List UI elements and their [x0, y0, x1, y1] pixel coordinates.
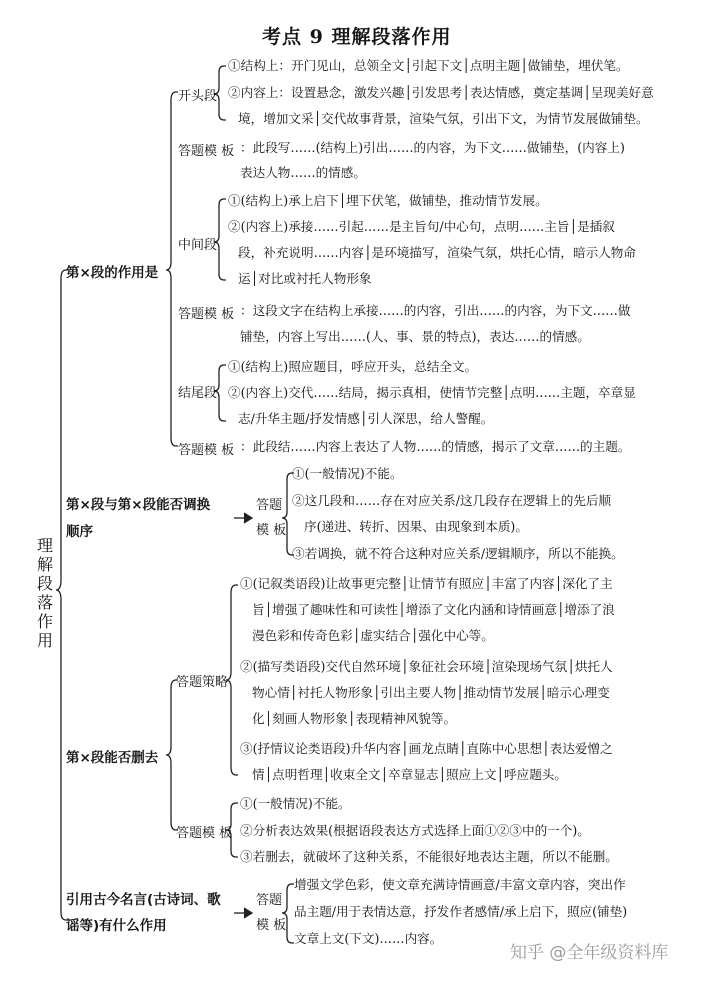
section2-line-1: ①(一般情况)不能。	[292, 466, 403, 481]
opening-line-3: 境，增加文采│交代故事背景，渲染气氛，引出下文，为情节发展做铺垫。	[238, 111, 649, 126]
ending-template-label: 答题模 板	[178, 443, 235, 458]
opening-line-2: ②内容上：设置悬念，激发兴趣│引发思考│表达情感，奠定基调│呈现美好意	[228, 85, 654, 100]
strategy-line-2: 旨│增强了趣味性和可读性│增添了文化内涵和诗情画意│增添了浪	[252, 602, 615, 617]
middle-line-3: 段，补充说明……内容│是环境描写，渲染气氛，烘托心情，暗示人物命	[238, 245, 636, 260]
middle-line-4: 运│对比或衬托人物形象	[238, 271, 372, 286]
section3-template-line-1: ①(一般情况)不能。	[240, 796, 351, 811]
strategy-line-5: 物心情│衬托人物形象│引出主要人物│推动情节发展│暗示心理变	[252, 685, 610, 700]
strategy-line-6: 化│刻画人物形象│表现精神风貌等。	[252, 711, 457, 726]
root-brace	[56, 270, 70, 920]
section3-brace	[166, 680, 178, 830]
section2-label-line-2: 顺序	[66, 524, 93, 540]
section3-template-label: 答题模 板	[176, 826, 233, 841]
ending-label: 结尾段	[178, 386, 218, 401]
section2-line-3: 序(递进、转折、因果、由现象到本质)。	[304, 519, 528, 534]
middle-template-line-1: ：这段文字在结构上承接……的内容，引出……的内容，为下文……做	[240, 303, 631, 318]
ending-template-line-1: ：此段结……内容上表达了人物……的情感，揭示了文章……的主题。	[240, 439, 631, 454]
section1-brace	[166, 92, 178, 446]
section3-template-line-2: ②分析表达效果(根据语段表达方式选择上面①②③中的一个)。	[240, 823, 590, 838]
opening-template-label: 答题模 板	[178, 144, 235, 159]
section2-line-2: ②这几段和……存在对应关系/这几段存在逻辑上的先后顺	[292, 493, 612, 508]
middle-label: 中间段	[178, 238, 218, 253]
watermark: 知乎 @全年级资料库	[510, 943, 669, 963]
root-label: 理解段落作用	[36, 536, 53, 650]
ending-line-1: ①(结构上)照应题目，呼应开头，总结全文。	[228, 359, 478, 374]
strategy-line-3: 漫色彩和传奇色彩│虚实结合│强化中心等。	[252, 628, 494, 643]
section4-label-line-2: 谣等)有什么作用	[66, 918, 167, 934]
page-title: 考点 9 理解段落作用	[262, 26, 452, 48]
middle-template-label: 答题模 板	[178, 307, 235, 322]
ending-line-3: 志/升华主题/抒发情感│引人深思，给人警醒。	[238, 411, 494, 426]
middle-line-2: ②(内容上)承接……引起……是主旨句/中心句，点明……主旨│是插叙	[228, 219, 615, 234]
section4-line-1: 增强文学色彩，使文章充满诗情画意/丰富文章内容，突出作	[294, 877, 626, 892]
section2-line-4: ③若调换，就不符合这种对应关系/逻辑顺序，所以不能换。	[292, 546, 624, 561]
arrow-section2-head	[244, 513, 252, 523]
opening-template-line-2: 表达人物……的情感。	[240, 165, 366, 180]
section1-label: 第×段的作用是	[66, 265, 159, 281]
opening-label: 开头段	[178, 89, 218, 104]
section4-label-line-1: 引用古今名言(古诗词、歌	[66, 892, 221, 908]
middle-line-1: ①(结构上)承上启下│埋下伏笔，做铺垫，推动情节发展。	[228, 193, 548, 208]
arrow-section4-head	[244, 908, 252, 918]
strategy-line-1: ①(记叙类语段)让故事更完整│让情节有照应│丰富了内容│深化了主	[240, 576, 613, 591]
strategy-line-8: 情│点明哲理│收束全文│卒章显志│照应上文│呼应题头。	[252, 767, 567, 782]
section2-template-label-1: 答题	[256, 498, 283, 513]
section2-template-label-2: 模 板	[256, 523, 287, 538]
section2-label-line-1: 第×段与第×段能否调换	[66, 497, 211, 513]
section3-label: 第×段能否删去	[66, 750, 159, 766]
section4-line-2: 品主题/用于表情达意，抒发作者感情/承上启下，照应(铺垫)	[294, 904, 628, 919]
middle-template-line-2: 铺垫，内容上写出……(人、事、景的特点)，表达……的情感。	[240, 329, 590, 344]
section4-template-label-2: 模 板	[256, 918, 287, 933]
section3-template-line-3: ③若删去，就破坏了这种关系，不能很好地表达主题，所以不能删。	[240, 849, 618, 864]
strategy-line-4: ②(描写类语段)交代自然环境│象征社会环境│渲染现场气氛│烘托人	[240, 659, 613, 674]
strategy-label: 答题策略	[176, 675, 229, 690]
section4-line-3: 文章上文(下文)……内容。	[294, 931, 443, 946]
ending-line-2: ②(内容上)交代……结局，揭示真相，使情节完整│点明……主题，卒章显	[228, 385, 636, 400]
opening-template-line-1: ：此段写……(结构上)引出……的内容，为下文……做铺垫，(内容上)	[240, 140, 625, 155]
section4-template-label-1: 答题	[256, 893, 283, 908]
opening-line-1: ①结构上：开门见山，总领全文│引起下文│点明主题│做铺垫，埋伏笔。	[228, 58, 629, 73]
strategy-line-7: ③(抒情议论类语段)升华内容│画龙点睛│直陈中心思想│表达爱憎之	[240, 741, 613, 756]
